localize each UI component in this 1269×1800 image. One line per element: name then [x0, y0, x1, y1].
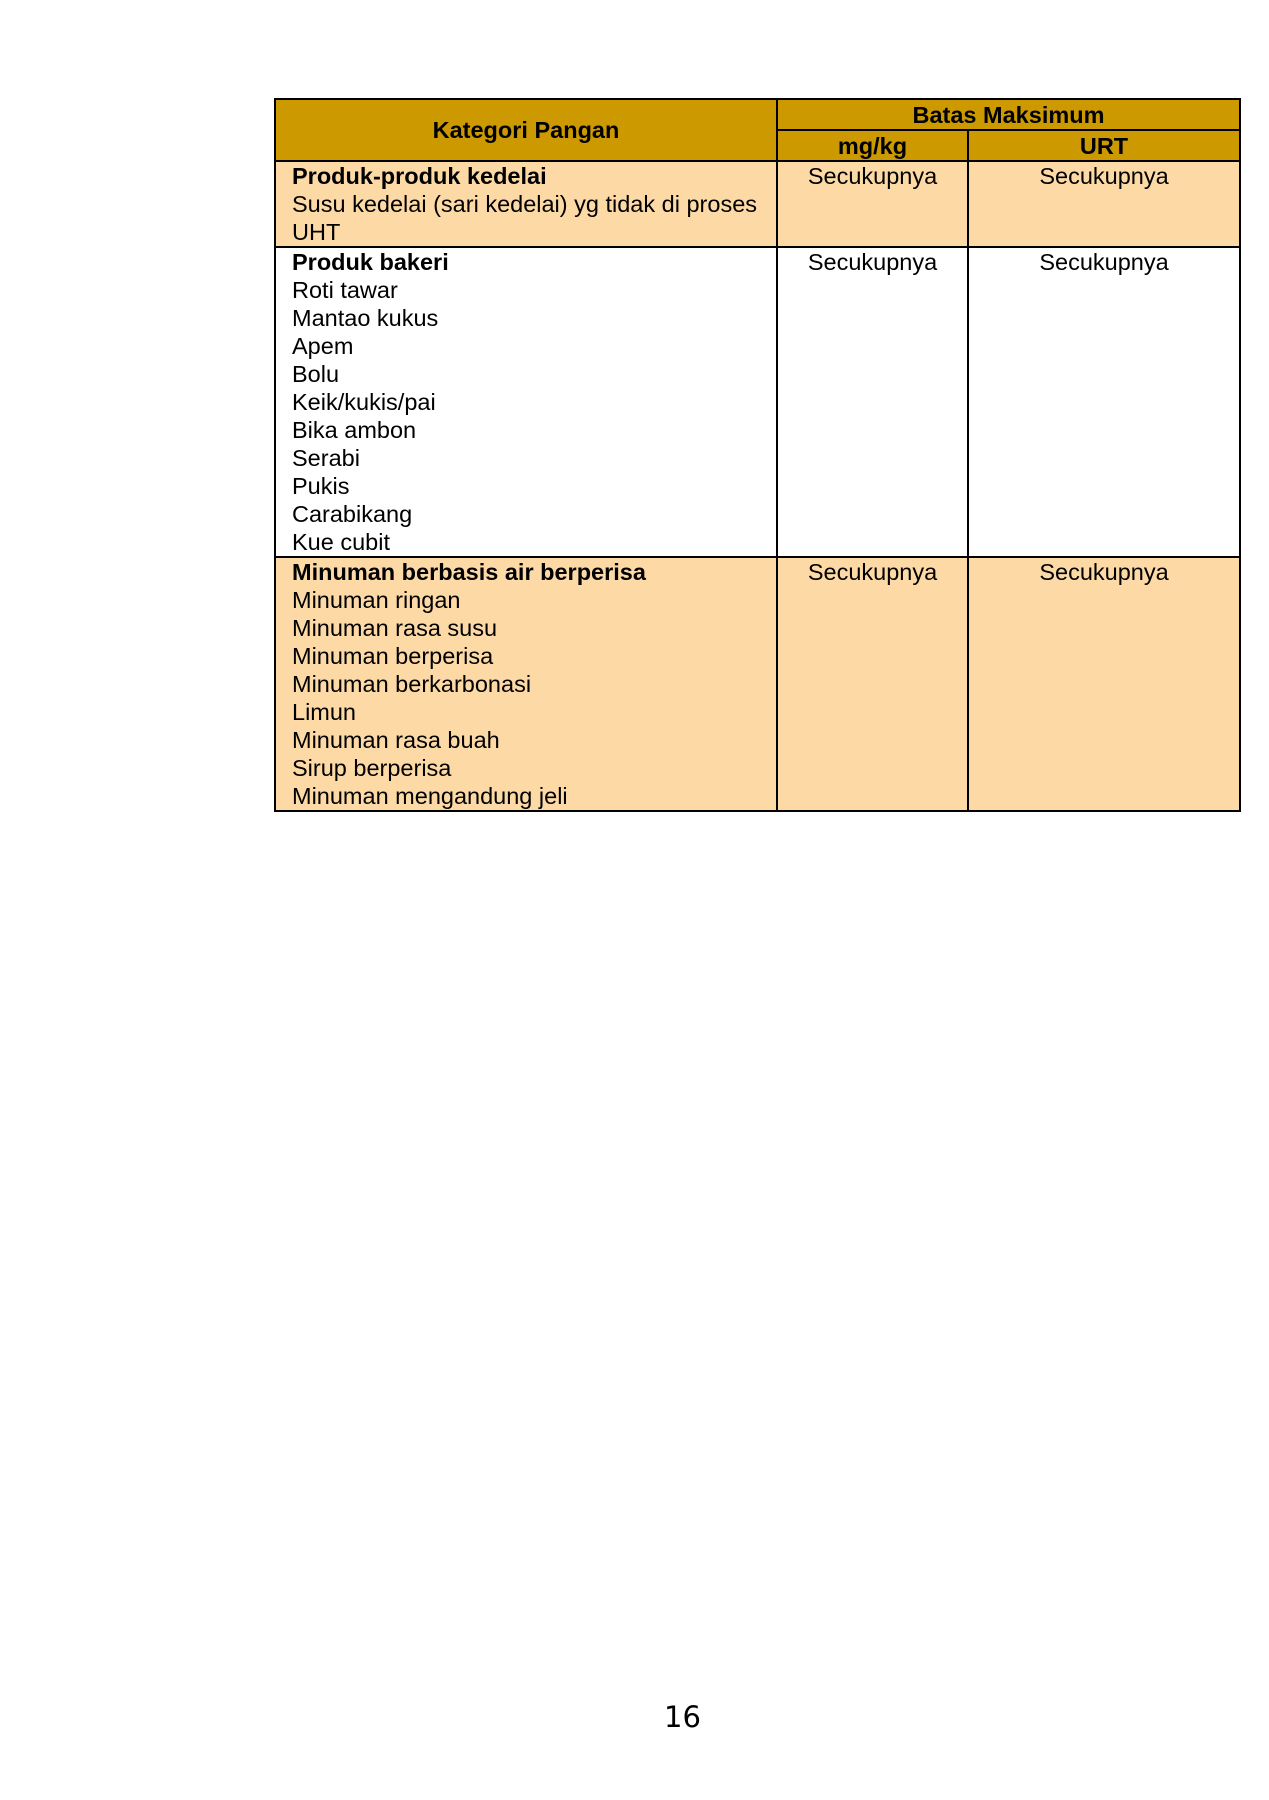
category-item: Susu kedelai (sari kedelai) yg tidak di proses UHT: [292, 191, 758, 245]
category-item: Apem: [292, 333, 354, 359]
table-row-bakery: [275, 247, 1240, 557]
category-item: Sirup berperisa: [292, 755, 452, 781]
page-number: 16: [664, 1700, 701, 1734]
header-limit-group: Batas Maksimum: [777, 99, 1240, 130]
header-category: Kategori Pangan: [275, 99, 777, 161]
urt-value: Secukupnya: [968, 247, 1240, 557]
category-cell: [275, 557, 777, 811]
category-item: Roti tawar: [292, 277, 398, 303]
category-item: Mantao kukus: [292, 305, 439, 331]
category-item: Limun: [292, 699, 357, 725]
mgkg-value: Secukupnya: [777, 247, 968, 557]
category-name: Produk bakeri: [292, 249, 449, 275]
category-item: Minuman mengandung jeli: [292, 783, 568, 809]
category-cell: [275, 161, 777, 247]
header-unit-mgkg: mg/kg: [777, 130, 968, 161]
urt-value: Secukupnya: [968, 557, 1240, 811]
table-row-soy: [275, 161, 1240, 247]
category-item: Pukis: [292, 473, 350, 499]
category-item: Kue cubit: [292, 529, 390, 555]
table-row-beverages: [275, 557, 1240, 811]
urt-value: Secukupnya: [968, 161, 1240, 247]
mgkg-value: Secukupnya: [777, 557, 968, 811]
category-item: Keik/kukis/pai: [292, 389, 436, 415]
category-item: Bika ambon: [292, 417, 417, 443]
category-cell: [275, 247, 777, 557]
category-item: Serabi: [292, 445, 360, 471]
mgkg-value: Secukupnya: [777, 161, 968, 247]
category-name: Produk-produk kedelai: [292, 163, 547, 189]
category-item: Minuman rasa buah: [292, 727, 500, 753]
header-unit-urt: URT: [968, 130, 1240, 161]
category-item: Minuman berkarbonasi: [292, 671, 532, 697]
food-category-table: [274, 98, 1241, 812]
category-item: Carabikang: [292, 501, 413, 527]
category-item: Minuman berperisa: [292, 643, 494, 669]
category-item: Minuman rasa susu: [292, 615, 498, 641]
category-name: Minuman berbasis air berperisa: [292, 559, 646, 585]
category-item: Bolu: [292, 361, 340, 387]
category-item: Minuman ringan: [292, 587, 461, 613]
